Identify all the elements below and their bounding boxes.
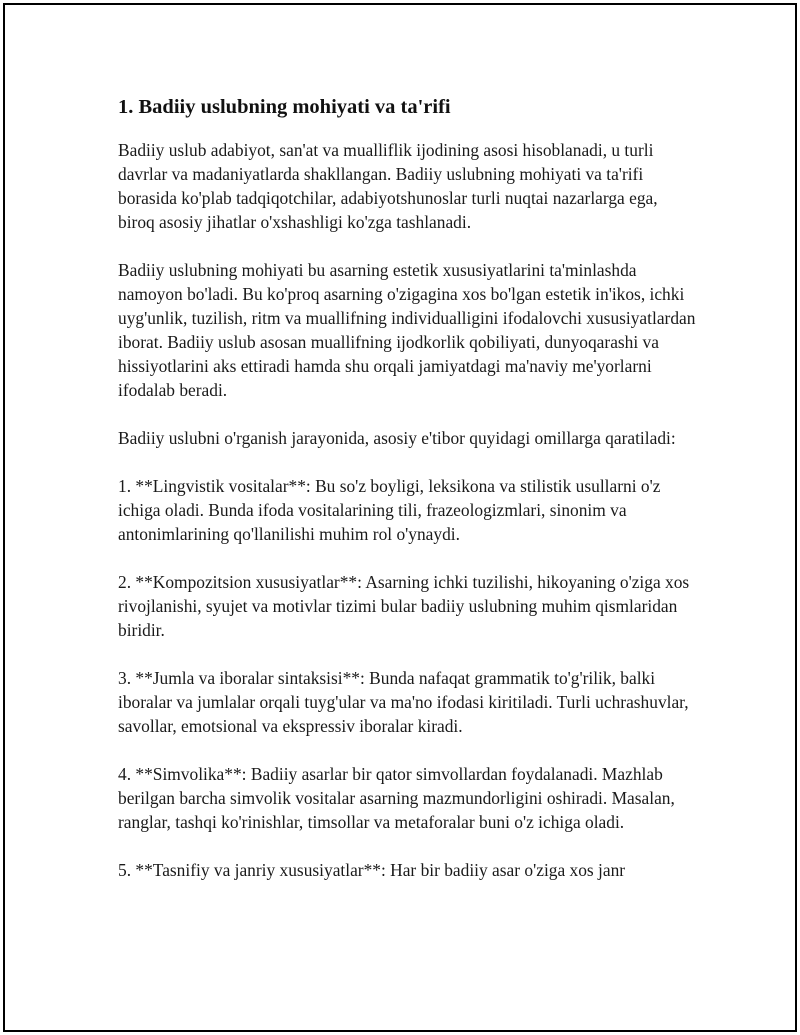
list-item-genre: 5. **Tasnifiy va janriy xususiyatlar**: Har bir badiiy asar o'ziga xos janr: [118, 860, 626, 880]
paragraph-intro: Badiiy uslub adabiyot, san'at va mualliflik ijodining asosi hisoblanadi, u turli davrlar va madaniyatlarda shakllangan. Badiiy uslubning mohiyati va ta'rifi borasida ko'plab tadqiqotchilar, adabiyotshunoslar turli nuqtai nazarlarga ega, biroq asosiy jihatlar o'xshashligi ko'zga tashlanadi.: [118, 140, 658, 232]
list-item-composition: 2. **Kompozitsion xususiyatlar**: Asarning ichki tuzilishi, hikoyaning o'ziga xos rivojlanishi, syujet va motivlar tizimi bular badiiy uslubning muhim qismlaridan biridir.: [118, 572, 690, 640]
list-item-syntax: 3. **Jumla va iboralar sintaksisi**: Bunda nafaqat grammatik to'g'rilik, balki iboralar va jumlalar orqali tuyg'ular va ma'no ifodasi kiritiladi. Turli uchrashuvlar, savollar, emotsional va ekspressiv iboralar kiradi.: [118, 668, 689, 736]
list-item-symbolism: 4. **Simvolika**: Badiiy asarlar bir qator simvollardan foydalanadi. Mazhlab berilgan barcha simvolik vositalar asarning mazmundorligini oshiradi. Masalan, ranglar, tashqi ko'rinishlar, timsollar va metaforalar buni o'z ichiga oladi.: [118, 764, 675, 832]
list-item-linguistic: 1. **Lingvistik vositalar**: Bu so'z boyligi, leksikona va stilistik usullarni o'z ichiga oladi. Bunda ifoda vositalarining tili, frazeologizmlari, sinonim va antonimlarining qo'llanilishi muhim rol o'ynaydi.: [118, 476, 661, 544]
section-heading: 1. Badiiy uslubning mohiyati va ta'rifi: [118, 96, 451, 118]
paragraph-essence: Badiiy uslubning mohiyati bu asarning estetik xususiyatlarini ta'minlashda namoyon bo'ladi. Bu ko'proq asarning o'zigagina xos bo'lgan estetik in'ikos, ichki uyg'unlik, tuzilish, ritm va muallifning individualligini ifodalovchi xususiyatlardan iborat. Badiiy uslub asosan muallifning ijodkorlik qobiliyati, dunyoqarashi va hissiyotlarini aks ettiradi hamda shu orqali jamiyatdagi ma'naviy me'yorlarni ifodalab beradi.: [118, 260, 696, 400]
document-body: [118, 94, 698, 906]
paragraph-study-focus: Badiiy uslubni o'rganish jarayonida, asosiy e'tibor quyidagi omillarga qaratiladi:: [118, 428, 676, 448]
